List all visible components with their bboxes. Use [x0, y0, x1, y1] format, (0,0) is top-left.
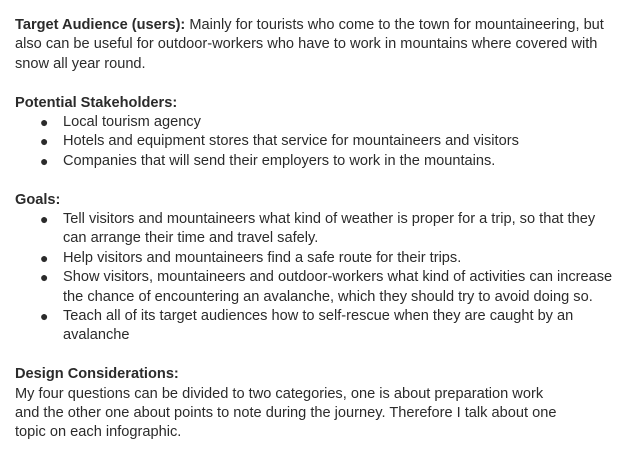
- design-text-line: and the other one about points to note during the journey. Therefore I talk about one: [15, 405, 557, 422]
- list-item: [15, 268, 620, 307]
- design-text-line: My four questions can be divided to two categories, one is about preparation work: [15, 385, 544, 402]
- stakeholders-heading: Potential Stakeholders:: [15, 94, 178, 111]
- target-audience-paragraph: [15, 16, 620, 74]
- list-item: [15, 113, 620, 132]
- goals-list: [15, 210, 620, 346]
- stakeholder-text: Hotels and equipment stores that service for mountaineers and visitors: [63, 133, 519, 150]
- stakeholder-text: Local tourism agency: [63, 114, 201, 131]
- goals-heading: Goals:: [15, 191, 61, 208]
- bullet-icon: ●: [40, 152, 49, 169]
- bullet-icon: ●: [40, 211, 49, 228]
- design-heading: Design Considerations:: [15, 366, 179, 383]
- list-item: [15, 249, 620, 268]
- stakeholders-list: [15, 113, 620, 171]
- bullet-icon: ●: [40, 114, 49, 131]
- list-item: [15, 152, 620, 171]
- bullet-icon: ●: [40, 133, 49, 150]
- target-audience-label: Target Audience (users):: [15, 17, 186, 33]
- bullet-icon: ●: [40, 308, 49, 325]
- list-item: [15, 210, 620, 249]
- bullet-icon: ●: [40, 269, 49, 286]
- design-text-line: topic on each infographic.: [15, 424, 182, 441]
- list-item: [15, 307, 620, 346]
- goal-text: Help visitors and mountaineers find a safe route for their trips.: [63, 249, 462, 266]
- list-item: [15, 132, 620, 151]
- goal-text: Tell visitors and mountaineers what kind of weather is proper for a trip, so that they can arrange their time and travel safely.: [63, 211, 596, 247]
- spacer: [15, 346, 620, 365]
- spacer: [15, 74, 620, 93]
- target-audience-text: Mainly for tourists who come to the town for mountaineering, but also can be useful for outdoor-workers who have to work in mountains where covered with snow all year round.: [15, 17, 604, 72]
- stakeholder-text: Companies that will send their employers to work in the mountains.: [63, 152, 496, 169]
- goal-text: Teach all of its target audiences how to self-rescue when they are caught by an avalanche: [63, 308, 574, 344]
- bullet-icon: ●: [40, 249, 49, 266]
- spacer: [15, 171, 620, 190]
- goal-text: Show visitors, mountaineers and outdoor-workers what kind of activities can increase the chance of encountering an avalanche, which they should try to avoid doing so.: [63, 269, 613, 305]
